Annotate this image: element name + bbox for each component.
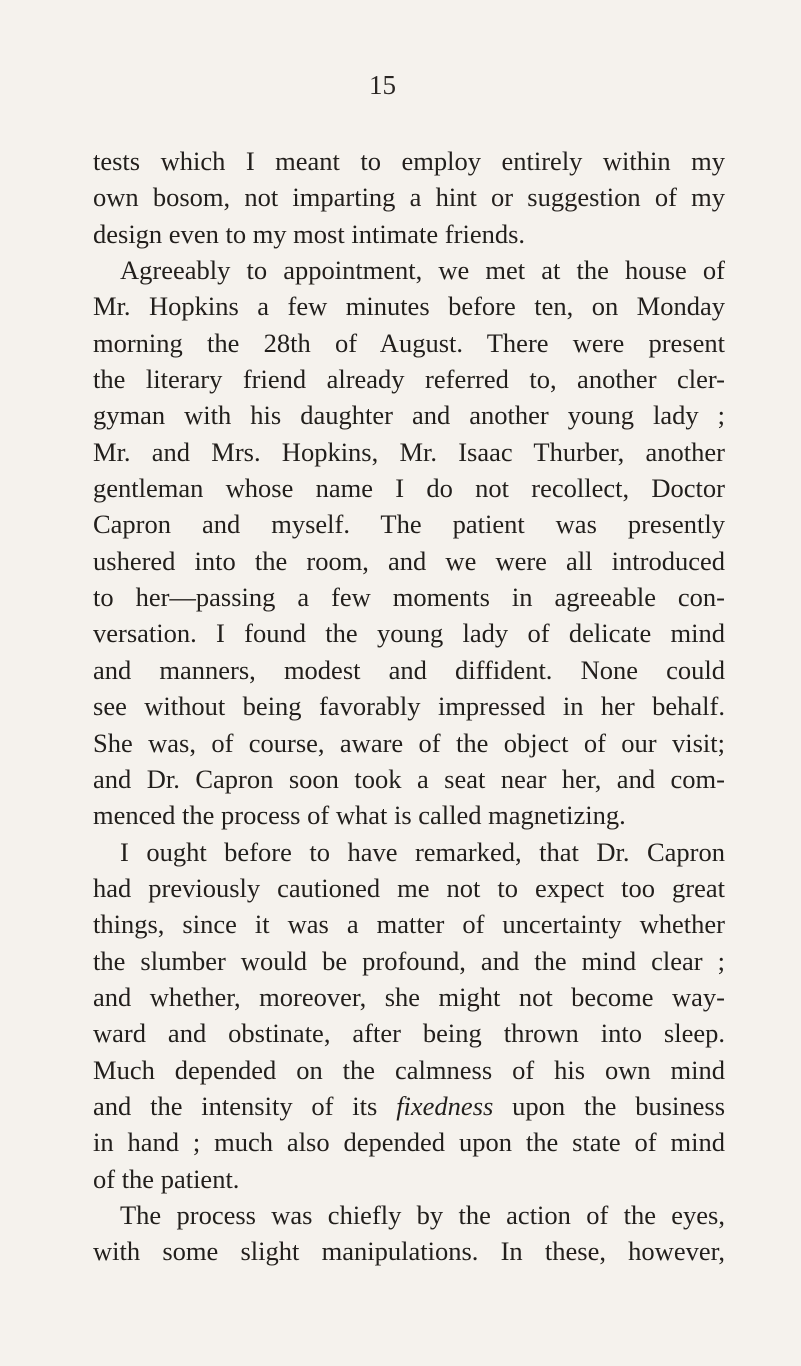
text-line: own bosom, not imparting a hint or suggestion of my [93,182,725,213]
text-line: Mr. and Mrs. Hopkins, Mr. Isaac Thurber, another [93,436,725,467]
text-line: Capron and myself. The patient was presently [93,509,725,540]
text-line: had previously cautioned me not to expect too great [93,872,725,903]
text-line: tests which I meant to employ entirely within my [93,146,725,176]
text-line: Mr. Hopkins a few minutes before ten, on Monday [93,291,725,322]
text-line: and Dr. Capron soon took a seat near her, and com- [93,763,725,794]
text-line: see without being favorably impressed in her behalf. [93,691,725,722]
text-line: to her—passing a few moments in agreeable con- [93,582,725,613]
text-line: and whether, moreover, she might not become way- [93,981,725,1012]
text-line: of the patient. [93,1163,240,1194]
body-text [93,143,725,1270]
text-line: ushered into the room, and we were all introduced [93,545,725,576]
text-line-with-italic [93,1088,725,1124]
text-line: and manners, modest and diffident. None could [93,654,725,685]
text-line: versation. I found the young lady of delicate mind [93,618,725,649]
text-line: menced the process of what is called magnetizing. [93,800,626,831]
text-line: the slumber would be profound, and the mind clear ; [93,945,725,976]
text-line: in hand ; much also depended upon the state of mind [93,1127,725,1158]
text-line: gyman with his daughter and another young lady ; [93,400,725,431]
text-line: things, since it was a matter of uncertainty whether [93,909,725,940]
text-segment: upon the business [493,1090,726,1121]
text-line: design even to my most intimate friends. [93,218,526,249]
text-line: Agreeably to appointment, we met at the house of [120,255,725,286]
text-segment: and the intensity of its [93,1090,397,1121]
text-line: She was, of course, aware of the object of our visit; [93,727,725,758]
text-line: The process was chiefly by the action of the eyes, [120,1199,725,1230]
page-number: 15 [369,70,396,100]
italic-word: fixedness [396,1090,494,1121]
text-line: morning the 28th of August. There were present [93,327,725,358]
text-line: I ought before to have remarked, that Dr. Capron [120,836,725,867]
text-line: with some slight manipulations. In these, however, [93,1236,725,1267]
text-line: ward and obstinate, after being thrown into sleep. [93,1018,725,1049]
text-line: the literary friend already referred to, another cler- [93,364,725,395]
text-line: Much depended on the calmness of his own mind [93,1054,725,1085]
text-line: gentleman whose name I do not recollect, Doctor [93,473,725,504]
